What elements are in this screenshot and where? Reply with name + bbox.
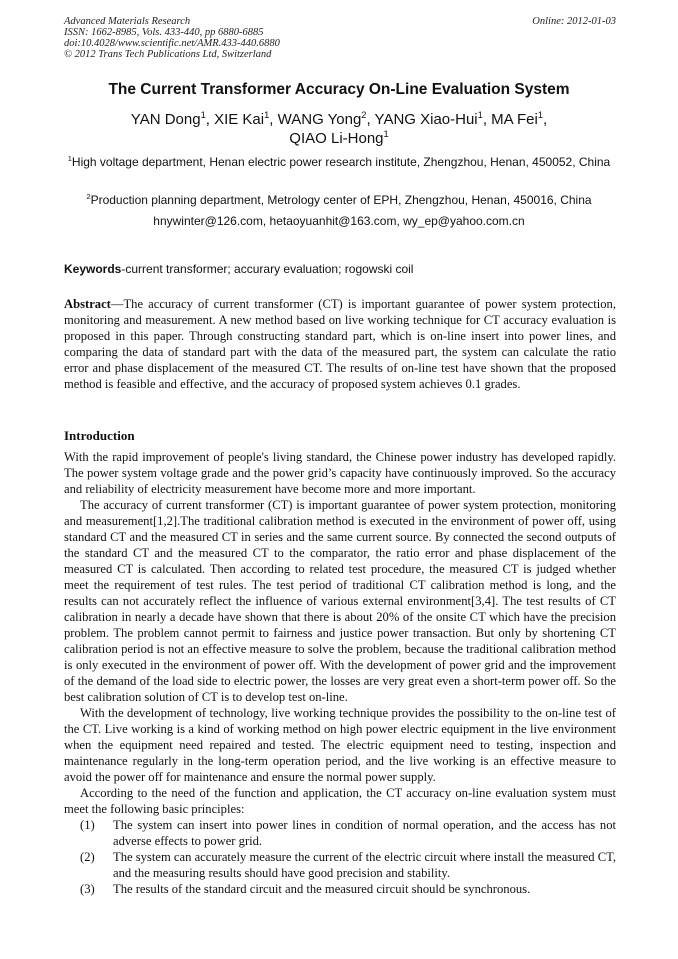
list-item: (3) The results of the standard circuit and the measured circuit should be synchronous.: [80, 882, 531, 896]
author-list: YAN Dong$^1$, XIE Kai$^1$, WANG Yong$^2$, YANG Xiao-Hui$^1$, MA Fei$^1$, QIAO Li-Hong$^1$: [130, 110, 548, 147]
journal-header: [64, 16, 616, 60]
list-item: (1) The system can insert into power lines in condition of normal operation, and the access has not adverse effects to power grid.: [80, 818, 616, 848]
affiliation-1: $^1$High voltage department, Henan electric power research institute, Zhengzhou, Henan, 450052, China: [67, 154, 611, 169]
keywords-label: Keywords: [64, 262, 122, 276]
paper-title: The Current Transformer Accuracy On-Line Evaluation System: [108, 81, 570, 98]
keywords: [64, 262, 616, 276]
author: YANG Xiao-Hui$^1$: [374, 110, 483, 128]
journal-name: Advanced Materials Research: [64, 16, 191, 27]
paragraph: According to the need of the function and application, the CT accuracy on-line evaluation system must meet the following basic principles:: [64, 786, 616, 816]
abstract-text: —The accuracy of current transformer (CT) is important guarantee of power system protection, monitoring and measurement. A new method based on live working technique for CT accuracy evaluation is proposed in this paper. Through constructing standard part, which is on-line insert into power lines, and comparing the data of standard part with the data of the measured part, the system can calculate the ratio error and phase displacement of the measured CT. The results of on-line test have shown that the proposed method is feasible and effective, and the accuracy of proposed system achieves 0.1 grades.: [64, 297, 616, 391]
author: YAN Dong$^1$: [130, 110, 206, 128]
author: WANG Yong$^2$: [277, 110, 367, 128]
online-date: Online: 2012-01-03: [532, 16, 616, 27]
paragraph: With the rapid improvement of people's living standard, the Chinese power industry has developed rapidly. The power system voltage grade and the power grid’s capacity have continuously improved. So the accuracy and reliability of electricity measurement have become more and more important.: [64, 450, 616, 496]
author: XIE Kai$^1$: [214, 110, 270, 128]
paragraph: With the development of technology, live working technique provides the possibility to the on-line test of the CT. Live working is a kind of working method on high power electric equipment in the live environment when the equipment need repaired and tested. The electric equipment need to testing, inspection and maintenance regularly in the long-term operation period, and the live working is an effective measure to avoid the power off for maintenance and ensure the normal power supply.: [64, 706, 616, 784]
principles-list: [64, 817, 616, 897]
doi: doi:10.4028/www.scientific.net/AMR.433-440.6880: [64, 38, 280, 49]
abstract-label: Abstract: [64, 297, 111, 311]
introduction-body: [64, 449, 616, 897]
author: MA Fei$^1$: [491, 110, 544, 128]
keywords-text: -current transformer; accurary evaluation; rogowski coil: [121, 262, 414, 276]
author: QIAO Li-Hong$^1$: [289, 129, 389, 147]
list-item: (2) The system can accurately measure the current of the electric circuit where install the measured CT, and the measuring results should have good precision and stability.: [80, 850, 616, 880]
paragraph: The accuracy of current transformer (CT) is important guarantee of power system protection, monitoring and measurement[1,2].The traditional calibration method is executed in the environment of power off, using standard CT and the measured CT in series and the same current source. By connected the second outputs of the standard CT and the measured CT to the comparator, the ratio error and phase displacement of the measured CT is calculated. Then according to related test procedure, the measured CT is judged whether meet the requirement of test rules. The test period of traditional CT calibration method is long, and the results can not accurately reflect the influence of various external environment[3,4]. The test results of CT calibration in nearly a decade have shown that there is about 20% of the onsite CT which have the precision problem. The problem cannot permit to fairness and justice power transaction. But only by shortening CT calibration period is not an effective measure to solve the problem, because the traditional calibration method is only executed in the environment of power off. With the development of power grid and the improvement of the demand of the load side to electric power, the losses are very great even a short-term power off. So the best calibration solution of CT is to develop test on-line.: [64, 498, 616, 704]
affiliation-2: $^2$Production planning department, Metrology center of EPH, Zhengzhou, Henan, 450016, China: [86, 192, 592, 207]
issn: ISSN: 1662-8985, Vols. 433-440, pp 6880-6885: [64, 27, 264, 38]
author-emails: hnywinter@126.com, hetaoyuanhit@163.com, wy_ep@yahoo.com.cn: [153, 214, 525, 228]
abstract: [64, 296, 616, 392]
section-heading-introduction: Introduction: [64, 428, 135, 443]
copyright: © 2012 Trans Tech Publications Ltd, Switzerland: [64, 49, 272, 60]
